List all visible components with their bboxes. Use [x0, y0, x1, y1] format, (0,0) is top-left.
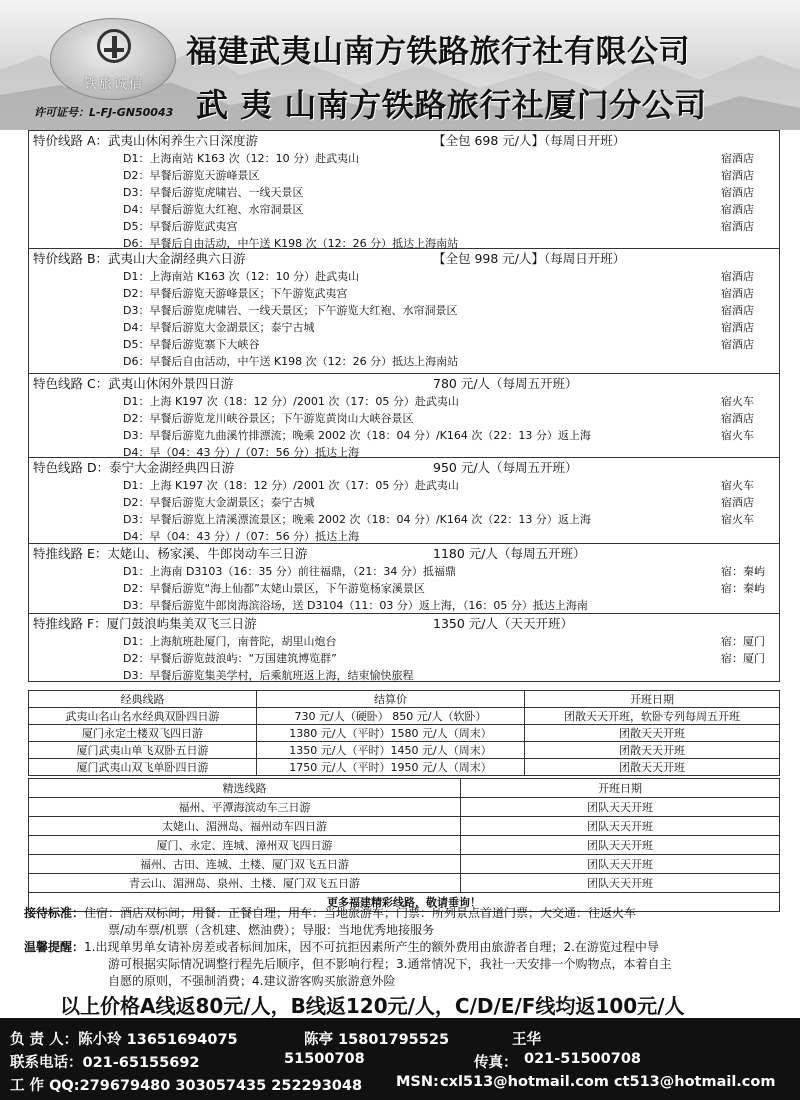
route-list	[28, 130, 780, 682]
stay-label: 宿酒店	[721, 202, 754, 216]
more-routes-note: 更多福建精彩线路，敬请垂询！	[29, 893, 780, 912]
stay-label: 宿酒店	[721, 185, 754, 199]
stay-label: 宿：秦屿	[721, 564, 765, 578]
stay-label: 宿酒店	[721, 151, 754, 165]
table-row: 福州、古田、连城、土楼、厦门双飞五日游 团队天天开班	[29, 855, 780, 874]
contact-footer	[0, 1018, 800, 1100]
stay-label: 宿：秦屿	[721, 581, 765, 595]
route-header	[29, 544, 779, 562]
route-block	[28, 614, 780, 682]
stay-label: 宿酒店	[721, 495, 754, 509]
itinerary-day: D2：早餐后游览鼓浪屿：“万国建筑博览群” 宿：厦门	[29, 649, 779, 666]
route-block	[28, 130, 780, 249]
route-name: 特色线路 C：武夷山休闲外景四日游	[33, 376, 234, 391]
table-header-row	[29, 691, 780, 708]
stay-label: 宿火车	[721, 394, 754, 408]
stay-label: 宿：厦门	[721, 634, 765, 648]
stay-label: 宿：厦门	[721, 651, 765, 665]
stay-label: 宿火车	[721, 428, 754, 442]
route-price: 【全包 998 元/人】（每周日开班）	[433, 251, 626, 266]
route-header	[29, 131, 779, 149]
table-row: 厦门、永定、连城、漳州双飞四日游 团队天天开班	[29, 836, 780, 855]
itinerary-day: D4：早餐后游览大金湖景区；泰宁古城 宿酒店	[29, 318, 779, 335]
table-row: 厦门武夷山双飞单卧四日游 1750 元/人（平时）1950 元/人（周末） 团散天天开班	[29, 759, 780, 776]
table-row: 青云山、湄洲岛、泉州、土楼、厦门双飞五日游 团队天天开班	[29, 874, 780, 893]
table-row: 太姥山、湄洲岛、福州动车四日游 团队天天开班	[29, 817, 780, 836]
route-name: 特推线路 E：太姥山、杨家溪、牛郎岗动车三日游	[33, 546, 308, 561]
route-header	[29, 458, 779, 476]
phone-row: 联系电话：021-65155692 51500708 传真： 021-51500708	[10, 1051, 641, 1071]
route-name: 特推线路 F：厦门鼓浪屿集美双飞三日游	[33, 616, 257, 631]
stay-label: 宿酒店	[721, 320, 754, 334]
itinerary-day: D6：早餐后自由活动，中午送 K198 次（12：26 分）抵达上海南站	[123, 354, 459, 368]
stay-label: 宿火车	[721, 478, 754, 492]
itinerary-day: D1：上海南 D3103（16：35 分）前往福鼎，（21：34 分）抵福鼎 宿：秦屿	[29, 562, 779, 579]
contact-persons-row: 负 责 人：陈小玲 13651694075 陈亭 15801795525 王华	[10, 1032, 541, 1048]
railway-emblem-icon	[97, 29, 131, 63]
stay-label: 宿酒店	[721, 337, 754, 351]
table-row: 厦门武夷山单飞双卧五日游 1350 元/人（平时）1450 元/人（周末） 团散天天开班	[29, 742, 780, 759]
itinerary-day: D3：早餐后游览集美学村，后乘航班返上海，结束愉快旅程	[123, 668, 414, 682]
itinerary-day: D4：早（04：43 分）/（07：56 分）抵达上海	[123, 529, 360, 543]
route-name: 特价线路 B：武夷山大金湖经典六日游	[33, 251, 246, 266]
route-block	[28, 374, 780, 458]
route-price: 1180 元/人（每周五开班）	[433, 546, 586, 561]
itinerary-day: D2：早餐后游览天游峰景区 宿酒店	[29, 166, 779, 183]
route-price: 【全包 698 元/人】（每周日开班）	[433, 133, 626, 148]
logo-motto: 铁旅诚信	[83, 77, 144, 92]
itinerary-day: D3：早餐后游览虎啸岩、一线天景区 宿酒店	[29, 183, 779, 200]
itinerary-day: D1：上海 K197 次（18：12 分）/2001 次（17：05 分）赴武夷山 宿火车	[29, 476, 779, 493]
stay-label: 宿酒店	[721, 269, 754, 283]
route-name: 特色线路 D：泰宁大金湖经典四日游	[33, 460, 235, 475]
column-header: 经典线路	[29, 691, 257, 708]
notes-section: 接待标准：住宿：酒店双标间；用餐：正餐自理；用车：当地旅游车；门票：所列景点首道门票；大交通：往返火车 票/动车票/机票（含机建、燃油费）；导服：当地优秀地接服务 温馨提醒：1.出现单男单女请补房差或者标间加床，因不可抗拒因素所产生的额外费用由旅游者自理；2.在游览过程中导 游可根据实际情况调整行程先后顺序，但不影响行程；3.通常情况下，我社一天安排一个购物点，本着自主 自愿的原则，不强制消费；4.建议游客购买旅游意外险	[24, 905, 786, 990]
itinerary-day: D4：早（04：43 分）/（07：56 分）抵达上海	[123, 445, 360, 459]
rebate-banner: 以上价格A线返80元/人，B线返120元/人，C/D/E/F线均返100元/人	[60, 994, 685, 1018]
table-row: 武夷山名山名水经典双卧四日游 730 元/人（硬卧） 850 元/人（软卧） 团散天天开班，软卧专列每周五开班	[29, 708, 780, 725]
tips: 温馨提醒：1.出现单男单女请补房差或者标间加床，因不可抗拒因素所产生的额外费用由旅游者自理；2.在游览过程中导	[24, 940, 659, 954]
itinerary-day: D5：早餐后游览武夷宫 宿酒店	[29, 217, 779, 234]
stay-label: 宿酒店	[721, 303, 754, 317]
company-title: 福建武夷山南方铁路旅行社有限公司	[186, 34, 690, 70]
column-header: 精选线路	[29, 779, 461, 798]
stay-label: 宿酒店	[721, 219, 754, 233]
reception-standard: 接待标准：住宿：酒店双标间；用餐：正餐自理；用车：当地旅游车；门票：所列景点首道门票；大交通：往返火车	[24, 906, 637, 920]
itinerary-day: D3：早餐后游览虎啸岩、一线天景区；下午游览大红袍、水帘洞景区 宿酒店	[29, 301, 779, 318]
itinerary-day: D5：早餐后游览寨下大峡谷 宿酒店	[29, 335, 779, 352]
itinerary-day: D1：上海航班赴厦门，南普陀，胡里山炮台 宿：厦门	[29, 632, 779, 649]
branch-title: 武 夷 山南方铁路旅行社厦门分公司	[196, 86, 707, 124]
select-routes-table	[28, 778, 780, 912]
route-header	[29, 614, 779, 632]
column-header: 开班日期	[461, 779, 780, 798]
header-banner	[0, 0, 800, 130]
stay-label: 宿火车	[721, 512, 754, 526]
itinerary-day: D4：早餐后游览大红袍、水帘洞景区 宿酒店	[29, 200, 779, 217]
route-header	[29, 374, 779, 392]
itinerary-day: D1：上海南站 K163 次（12：10 分）赴武夷山 宿酒店	[29, 267, 779, 284]
railway-logo	[50, 18, 176, 100]
stay-label: 宿酒店	[721, 286, 754, 300]
route-price: 1350 元/人（天天开班）	[433, 616, 573, 631]
license-number: 许可证号：L-FJ-GN50043	[34, 106, 174, 119]
qq-msn-row: 工 作 QQ:279679480 303057435 252293048 MSN: cxl513@hotmail.com ct513@hotmail.com	[10, 1074, 776, 1094]
route-header	[29, 249, 779, 267]
route-name: 特价线路 A：武夷山休闲养生六日深度游	[33, 133, 259, 148]
stay-label: 宿酒店	[721, 411, 754, 425]
itinerary-day: D2：早餐后游览龙川峡谷景区；下午游览黄岗山大峡谷景区 宿酒店	[29, 409, 779, 426]
column-header: 结算价	[257, 691, 525, 708]
itinerary-day: D3：早餐后游览九曲溪竹排漂流；晚乘 2002 次（18：04 分）/K164 次（22：13 分）返上海 宿火车	[29, 426, 779, 443]
itinerary-day: D2：早餐后游览大金湖景区；泰宁古城 宿酒店	[29, 493, 779, 510]
column-header: 开班日期	[525, 691, 780, 708]
route-block	[28, 458, 780, 544]
itinerary-day: D3：早餐后游览牛郎岗海滨浴场，送 D3104（11：03 分）返上海，（16：05 分）抵达上海南	[123, 598, 588, 612]
itinerary-day: D1：上海 K197 次（18：12 分）/2001 次（17：05 分）赴武夷山 宿火车	[29, 392, 779, 409]
table-row: 厦门永定土楼双飞四日游 1380 元/人（平时）1580 元/人（周末） 团散天天开班	[29, 725, 780, 742]
route-block	[28, 249, 780, 374]
itinerary-day: D6：早餐后自由活动，中午送 K198 次（12：26 分）抵达上海南站	[123, 236, 459, 250]
table-header-row	[29, 779, 780, 798]
itinerary-day: D3：早餐后游览上清溪漂流景区；晚乘 2002 次（18：04 分）/K164 次（22：13 分）返上海 宿火车	[29, 510, 779, 527]
route-price: 780 元/人（每周五开班）	[433, 376, 578, 391]
route-price: 950 元/人（每周五开班）	[433, 460, 578, 475]
itinerary-day: D2：早餐后游览天游峰景区；下午游览武夷宫 宿酒店	[29, 284, 779, 301]
route-block	[28, 544, 780, 614]
table-row: 福州、平潭海滨动车三日游 团队天天开班	[29, 798, 780, 817]
itinerary-day: D2：早餐后游览“海上仙都”太姥山景区，下午游览杨家溪景区 宿：秦屿	[29, 579, 779, 596]
stay-label: 宿酒店	[721, 168, 754, 182]
classic-routes-table	[28, 690, 780, 776]
itinerary-day: D1：上海南站 K163 次（12：10 分）赴武夷山 宿酒店	[29, 149, 779, 166]
